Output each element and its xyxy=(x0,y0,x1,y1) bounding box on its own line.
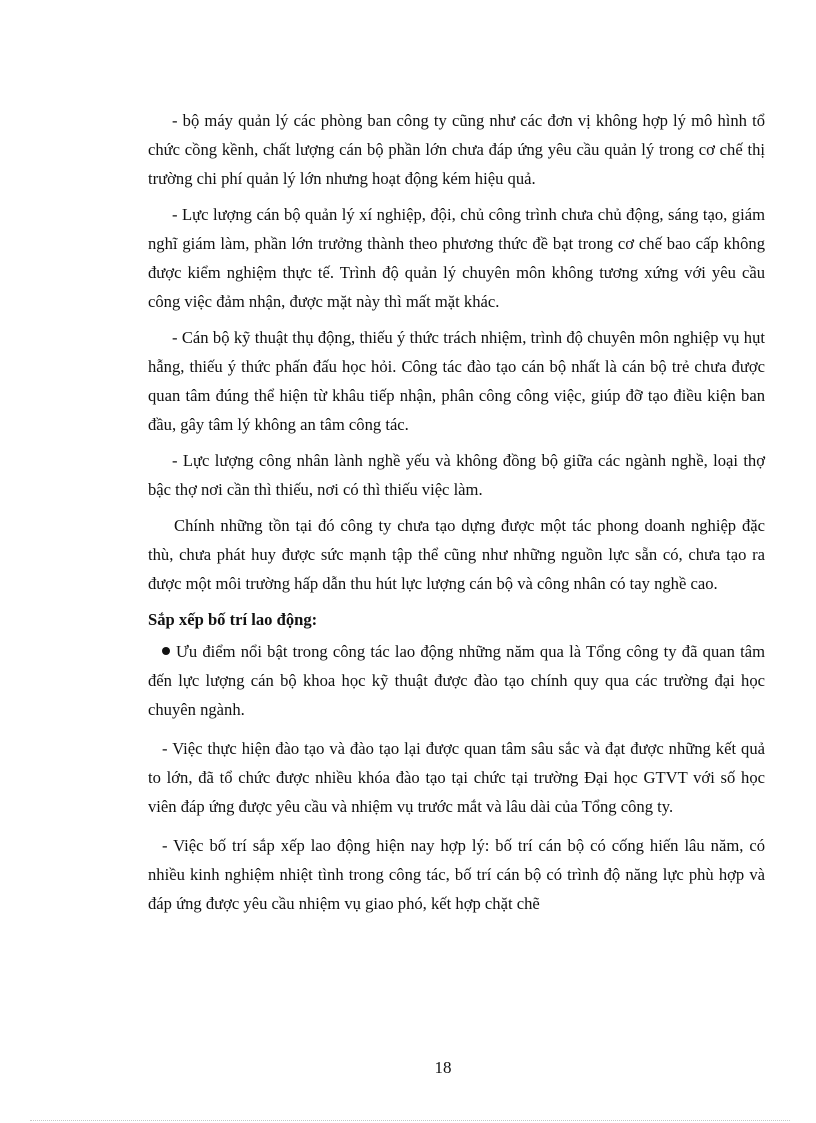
paragraph-technical-staff: - Cán bộ kỹ thuật thụ động, thiếu ý thức trách nhiệm, trình độ chuyên môn nghiệp vụ hụt hẫng, thiếu ý thức phấn đấu học hỏi. Công tác đào tạo cán bộ nhất là cán bộ trẻ chưa được quan tâm đúng thể hiện từ khâu tiếp nhận, phân công công việc, giúp đỡ tạo điều kiện ban đầu, gây tâm lý không an tâm công tác. xyxy=(148,328,765,434)
paragraph-training: - Việc thực hiện đào tạo và đào tạo lại được quan tâm sâu sắc và đạt được những kết quả to lớn, đã tổ chức được nhiều khóa đào tạo tại chức tại trường Đại học GTVT với số học viên đáp ứng được yêu cầu và nhiệm vụ trước mắt và lâu dài của Tổng công ty. xyxy=(148,739,765,816)
paragraph-conclusion: Chính những tồn tại đó công ty chưa tạo dựng được một tác phong doanh nghiệp đặc thù, chưa phát huy được sức mạnh tập thể cũng như những nguồn lực sẵn có, chưa tạo ra được một môi trường hấp dẫn thu hút lực lượng cán bộ và công nhân có tay nghề cao. xyxy=(148,516,765,593)
paragraph-skilled-workers: - Lực lượng công nhân lành nghề yếu và không đồng bộ giữa các ngành nghề, loại thợ bậc thợ nơi cần thì thiếu, nơi có thì thiếu việc làm. xyxy=(148,451,765,499)
paragraph-management-staff: - Lực lượng cán bộ quản lý xí nghiệp, đội, chủ công trình chưa chủ động, sáng tạo, giám nghĩ giám làm, phần lớn trưởng thành theo phương thức đề bạt trong cơ chế bao cấp không được kiểm nghiệm thực tế. Trình độ quản lý chuyên môn không tương xứng với yêu cầu công việc đảm nhận, được mặt này thì mất mặt khác. xyxy=(148,205,765,311)
paragraph-management-structure: - bộ máy quản lý các phòng ban công ty cũng như các đơn vị không hợp lý mô hình tổ chức cồng kềnh, chất lượng cán bộ phần lớn chưa đáp ứng yêu cầu quản lý trong cơ chế thị trường chi phí quản lý lớn nhưng hoạt động kém hiệu quả. xyxy=(148,111,765,188)
page-number: 18 xyxy=(434,1058,452,1077)
section-heading: Sắp xếp bố trí lao động: xyxy=(148,610,318,629)
footer-divider xyxy=(30,1120,790,1121)
bullet-icon xyxy=(162,647,170,655)
paragraph-labor-arrangement: - Việc bố trí sắp xếp lao động hiện nay hợp lý: bố trí cán bộ có cống hiến lâu năm, có nhiều kinh nghiệm nhiệt tình trong công tác, bố trí cán bộ có trình độ năng lực phù hợp và đáp ứng được yêu cầu nhiệm vụ giao phó, kết hợp chặt chẽ xyxy=(148,836,765,913)
bullet-paragraph xyxy=(148,637,765,724)
bullet-text: Ưu điểm nổi bật trong công tác lao động những năm qua là Tổng công ty đã quan tâm đến lực lượng cán bộ khoa học kỹ thuật được đào tạo chính quy qua các trường đại học chuyên ngành. xyxy=(148,642,765,719)
document-body xyxy=(148,106,765,928)
